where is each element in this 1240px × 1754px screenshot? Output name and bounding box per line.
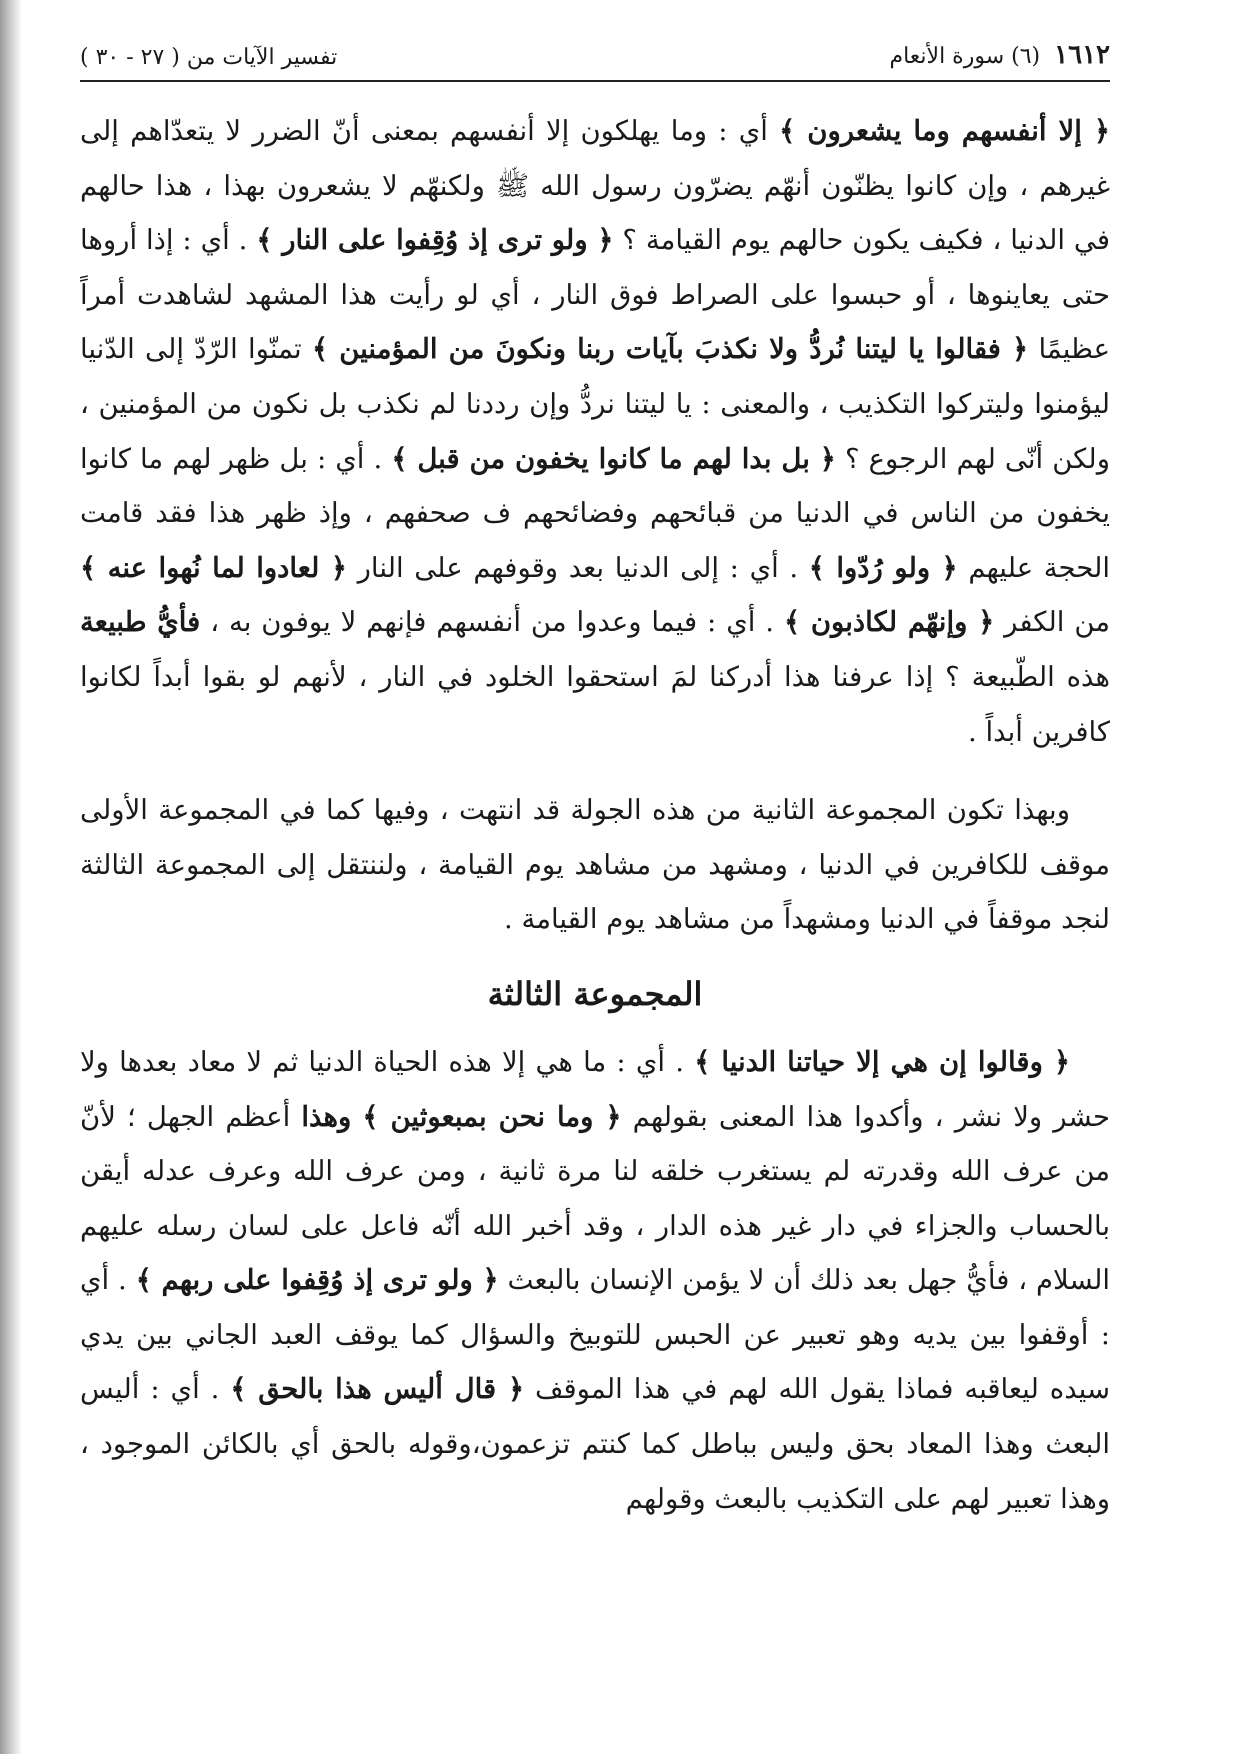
commentary-text: . أي : بل ظهر لهم ما كانوا يخفون من الناس في الدنيا من قبائحهم وفضائحهم ف صحفهم ، وإذ ظهر هذا فقد قامت الحجة عليهم — [80, 442, 1111, 584]
quran-verse: ﴿ فقالوا يا ليتنا نُردُّ ولا نكذبَ بآيات ربنا ونكونَ من المؤمنين ﴾ — [311, 333, 1029, 366]
quran-verse: ﴿ وما نحن بمبعوثين ﴾ — [362, 1100, 622, 1133]
commentary-text: . أي : إلى الدنيا بعد وقوفهم على النار — [357, 551, 799, 584]
emphasis-text: فأيُّ طبيعة — [80, 606, 201, 639]
section-heading: المجموعة الثالثة — [487, 974, 703, 1013]
quran-verse: ﴿ ولو ترى إذ وُقِفوا على ربهم ﴾ — [135, 1264, 499, 1297]
commentary-text: . أي : أليس البعث وهذا المعاد بحق وليس بباطل كما كنتم تزعمون،وقوله بالحق أي بالكائن الموجود ، وهذا تعبير لهم على التكذيب بالبعث وقولهم — [80, 1373, 1110, 1515]
commentary-paragraph-2 — [80, 1035, 1110, 1526]
commentary-text: . أي : إذا أروها حتى يعاينوها ، أو حبسوا على الصراط فوق النار ، أي لو رأيت هذا المشهد لشاهدت أمراً عظيمًا — [80, 224, 1110, 366]
running-head-right — [889, 40, 1110, 70]
running-head — [80, 40, 1110, 82]
commentary-text: هذه الطّبيعة ؟ إذا عرفنا هذا أدركنا لمَ استحقوا الخلود في النار ، لأنهم لو بقوا أبداً لكانوا كافرين أبداً . — [80, 660, 1110, 748]
page-edge-shadow — [0, 0, 22, 1754]
summary-paragraph: وبهذا تكون المجموعة الثانية من هذه الجولة قد انتهت ، وفيها كما في المجموعة الأولى موقف للكافرين في الدنيا ، ومشهد من مشاهد يوم القيامة ، ولننتقل إلى المجموعة الثالثة لنجد موقفاً في الدنيا ومشهداً من مشاهد يوم القيامة . — [80, 794, 1110, 936]
commentary-text: . أي : ما هي إلا هذه الحياة الدنيا ثم لا معاد بعدها ولا حشر ولا نشر ، وأكدوا هذا المعنى بقولهم — [80, 1045, 1111, 1133]
emphasis-text: وهذا — [301, 1100, 352, 1133]
commentary-paragraph-1 — [80, 104, 1110, 759]
quran-verse: ﴿ قال أليس هذا بالحق ﴾ — [230, 1373, 525, 1406]
commentary-text: من الكفر — [1004, 606, 1111, 639]
quran-verse: ﴿ وقالوا إن هي إلا حياتنا الدنيا ﴾ — [694, 1045, 1070, 1078]
commentary-text: تمنّوا الرّدّ إلى الدّنيا ليؤمنوا وليتركوا التكذيب ، والمعنى : يا ليتنا نردُّ وإن رددنا لم نكذب بل نكون من المؤمنين ، ولكن أنّى لهم الرجوع ؟ — [80, 333, 1110, 475]
commentary-text: . أي : فيما وعدوا من أنفسهم فإنهم لا يوفون به ، — [210, 606, 775, 639]
quran-verse: ﴿ ولو ترى إذ وُقِفوا على النار ﴾ — [256, 224, 614, 257]
quran-verse: ﴿ بل بدا لهم ما كانوا يخفون من قبل ﴾ — [391, 442, 836, 475]
quran-verse: ﴿ إلا أنفسهم وما يشعرون ﴾ — [779, 115, 1110, 147]
commentary-text: . أي : أوقفوا بين يديه وهو تعبير عن الحبس للتوبيخ والسؤال كما يوقف العبد الجاني بين يدي سيده ليعاقبه فماذا يقول الله لهم في هذا الموقف — [80, 1264, 1110, 1406]
commentary-text: أعظم الجهل ؛ لأنّ من عرف الله وقدرته لم يستغرب خلقه لنا مرة ثانية ، ومن عرف الله وعرف عدله أيقن بالحساب والجزاء في دار غير هذه الدار ، وقد أخبر الله أنّه فاعل على لسان رسله عليهم السلام ، فأيُّ جهل بعد ذلك أن لا يؤمن الإنسان بالبعث — [80, 1100, 1110, 1297]
chapter-title: (٦) سورة الأنعام — [889, 44, 1041, 69]
section-title: تفسير الآيات من ( ٢٧ - ٣٠ ) — [80, 45, 338, 70]
commentary-text: أي : وما يهلكون إلا أنفسهم بمعنى أنّ الضرر لا يتعدّاهم إلى غيرهم ، وإن كانوا يظنّون أنهّم يضرّون رسول الله ﷺ ولكنهّم لا يشعرون بهذا ، هذا حالهم في الدنيا ، فكيف يكون حالهم يوم القيامة ؟ — [80, 115, 1111, 257]
page-number: ١٦١٢ — [1054, 40, 1110, 70]
quran-verse: ﴿ لعادوا لما نُهوا عنه ﴾ — [80, 551, 348, 584]
quran-verse: ﴿ وإنهّم لكاذبون ﴾ — [783, 606, 995, 639]
book-page — [80, 40, 1110, 1714]
quran-verse: ﴿ ولو رُدّوا ﴾ — [808, 551, 958, 584]
